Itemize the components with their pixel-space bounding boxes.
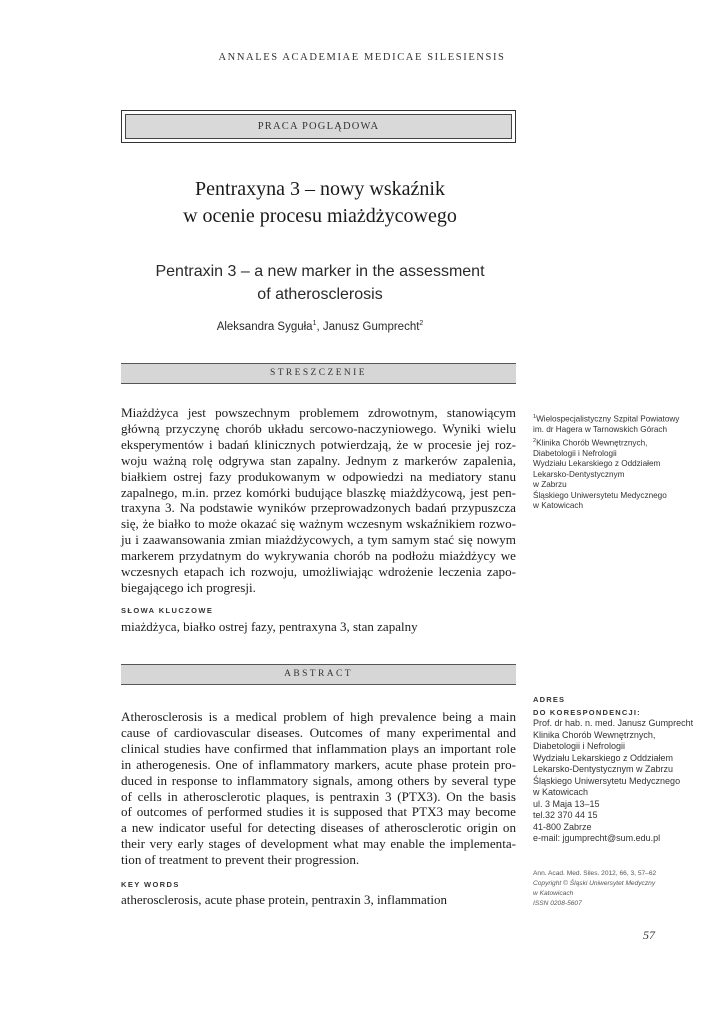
correspondence-heading-line: DO KORESPONDENCJI: (533, 708, 641, 717)
streszczenie-line: się, że białko to może okazać się ważnym wczesnym wskaźnikiem rozwo- (121, 516, 516, 532)
streszczenie-line: Miażdżyca jest powszechnym problemem zdrowotnym, stanowiącym (121, 405, 516, 420)
affiliation-text: Wydziału Lekarskiego z Oddziałem (533, 459, 661, 469)
correspondence-line: 41-800 Zabrze (533, 821, 592, 832)
streszczenie-line: eksperymentów i badań klinicznych potwierdzają, że w procesie jej roz- (121, 436, 516, 452)
affiliation-line (533, 459, 693, 470)
affiliation-line (533, 425, 693, 436)
affiliation-line (533, 501, 693, 512)
abstract-line: tion of treatment to prevent their progression. (121, 852, 360, 868)
affiliation-text: Klinika Chorób Wewnętrznych, (536, 438, 648, 448)
streszczenie-line: wczesnych etapach ich rozwoju, umożliwiając wdrożenie leczenia zapo- (121, 564, 516, 580)
citation-info (533, 869, 703, 909)
streszczenie-line: ju i zaawansowania zmian miażdżycowych, a tym samym stać się nowym (121, 532, 516, 548)
correspondence-line: Śląskiego Uniwersytetu Medycznego (533, 775, 681, 786)
correspondence-line: w Katowicach (533, 787, 589, 797)
section-heading: ABSTRACT (284, 669, 353, 679)
affiliation-text: Śląskiego Uniwersytetu Medycznego (533, 490, 667, 500)
article-type-box (121, 110, 516, 143)
streszczenie-line: zapalnego, m.in. przez komórki budujące blaszkę miażdżycową, jest pen- (121, 484, 516, 500)
affiliation-text: Diabetologii i Nefrologii (533, 448, 617, 458)
correspondence-address (533, 718, 703, 845)
affiliation-text: im. dr Hagera w Tarnowskich Górach (533, 425, 668, 435)
streszczenie-line: traxyna 3. Na podstawie wyników przeprowadzonych badań przypuszcza (121, 500, 516, 516)
affiliation-text: w Katowicach (533, 501, 584, 511)
abstract-line: Atherosclerosis is a medical problem of high prevalence being a main (121, 709, 516, 724)
title-english-line: of atherosclerosis (257, 286, 383, 303)
abstract-line: their very early stages of development what may enable the implementa- (121, 836, 516, 852)
article-type-label: PRACA POGLĄDOWA (257, 121, 380, 132)
correspondence-line: ul. 3 Maja 13–15 (533, 798, 600, 809)
citation-copyright: Copyright © Śląski Uniwersytet Medyczny (533, 880, 656, 887)
affiliation-line (533, 436, 693, 449)
title-polish-line: Pentraxyna 3 – nowy wskaźnik (195, 178, 445, 200)
title-english (0, 260, 640, 306)
abstract-line: cause of cardiovascular diseases. Outcomes of many experimental and (121, 724, 516, 740)
title-polish-line: w ocenie procesu miażdżycowego (183, 205, 457, 227)
keywords-polish-heading: SŁOWA KLUCZOWE (121, 606, 214, 615)
author-name: Janusz Gumprecht (322, 320, 420, 333)
title-english-line: Pentraxin 3 – a new marker in the assessment (155, 263, 485, 280)
abstract-line: of cells in atherosclerotic plaques, is pentraxin 3 (PTX3). On the basis (121, 788, 516, 804)
abstract-paragraph (121, 709, 516, 868)
affiliation-line (533, 412, 693, 425)
authors (0, 320, 640, 333)
keywords-english-heading: KEY WORDS (121, 880, 180, 889)
streszczenie-line: markerem przydatnym do wykrywania chorób na podłożu miażdżycy we (121, 548, 516, 564)
citation-line: Ann. Acad. Med. Siles. 2012, 66, 3, 57–62 (533, 870, 657, 877)
section-band-abstract (121, 664, 516, 685)
affiliation-mark: 1 (533, 414, 537, 420)
streszczenie-line: białkiem ostrej fazy produkowanym w odpowiedzi na mediatory stanu (121, 468, 516, 484)
correspondence-line: Diabetologii i Nefrologii (533, 741, 626, 751)
abstract-line: of outcomes of performed studies it is supposed that PTX3 may become (121, 804, 516, 820)
streszczenie-line: główną przyczynę chorób układu sercowo-naczyniowego. Wyniki wielu (121, 420, 516, 436)
author-affiliation-mark: 1 (312, 320, 317, 327)
affiliation-text: Lekarsko-Dentystycznym (533, 469, 625, 479)
correspondence-line: tel.32 370 44 15 (533, 810, 598, 820)
keywords-english-text: atherosclerosis, acute phase protein, pentraxin 3, inflammation (121, 892, 447, 907)
abstract-line: duced in response to inflammatory signals, among others by several type (121, 772, 516, 788)
correspondence-heading (533, 693, 641, 719)
streszczenie-line: woju ważną rolę odgrywa stan zapalny. Jednym z markerów zapalenia, (121, 452, 516, 468)
affiliation-line (533, 470, 693, 481)
title-polish (0, 176, 640, 230)
correspondence-line: Klinika Chorób Wewnętrznych, (533, 729, 656, 740)
correspondence-line: Prof. dr hab. n. med. Janusz Gumprecht (533, 718, 694, 728)
citation-issn: ISSN 0208-5607 (533, 900, 582, 907)
citation-copyright: w Katowicach (533, 890, 574, 897)
page-number: 57 (643, 928, 655, 942)
author-name: Aleksandra Syguła (216, 320, 313, 333)
keywords-polish-text: miażdżyca, białko ostrej fazy, pentraxyna 3, stan zapalny (121, 619, 418, 634)
abstract-line: in atherogenesis. One of inflammatory markers, acute phase protein pro- (121, 756, 516, 772)
correspondence-line: Lekarsko-Dentystycznym w Zabrzu (533, 764, 674, 774)
correspondence-line: Wydziału Lekarskiego z Oddziałem (533, 752, 673, 763)
affiliation-text: w Zabrzu (533, 480, 567, 490)
affiliations (533, 412, 693, 512)
abstract-line: a new indicator useful for detecting diseases of atherosclerotic origin on (121, 820, 516, 836)
affiliation-line (533, 480, 693, 491)
author-separator: , (316, 320, 323, 333)
section-band-streszczenie (121, 363, 516, 384)
affiliation-line (533, 449, 693, 460)
affiliation-text: Wielospecjalistyczny Szpital Powiatowy (536, 414, 680, 424)
section-heading: STRESZCZENIE (270, 368, 367, 378)
affiliation-line (533, 491, 693, 502)
abstract-line: clinical studies have confirmed that inflammation plays an important role (121, 740, 516, 756)
affiliation-mark: 2 (533, 437, 537, 444)
correspondence-line: e-mail: jgumprecht@sum.edu.pl (533, 833, 661, 843)
article-type-box-fill (125, 114, 512, 139)
streszczenie-line: biegającego ich progresji. (121, 579, 256, 595)
correspondence-heading-line: ADRES (533, 695, 566, 704)
streszczenie-paragraph (121, 405, 516, 596)
journal-name: ANNALES ACADEMIAE MEDICAE SILESIENSIS (218, 52, 506, 63)
author-affiliation-mark: 2 (419, 320, 424, 327)
